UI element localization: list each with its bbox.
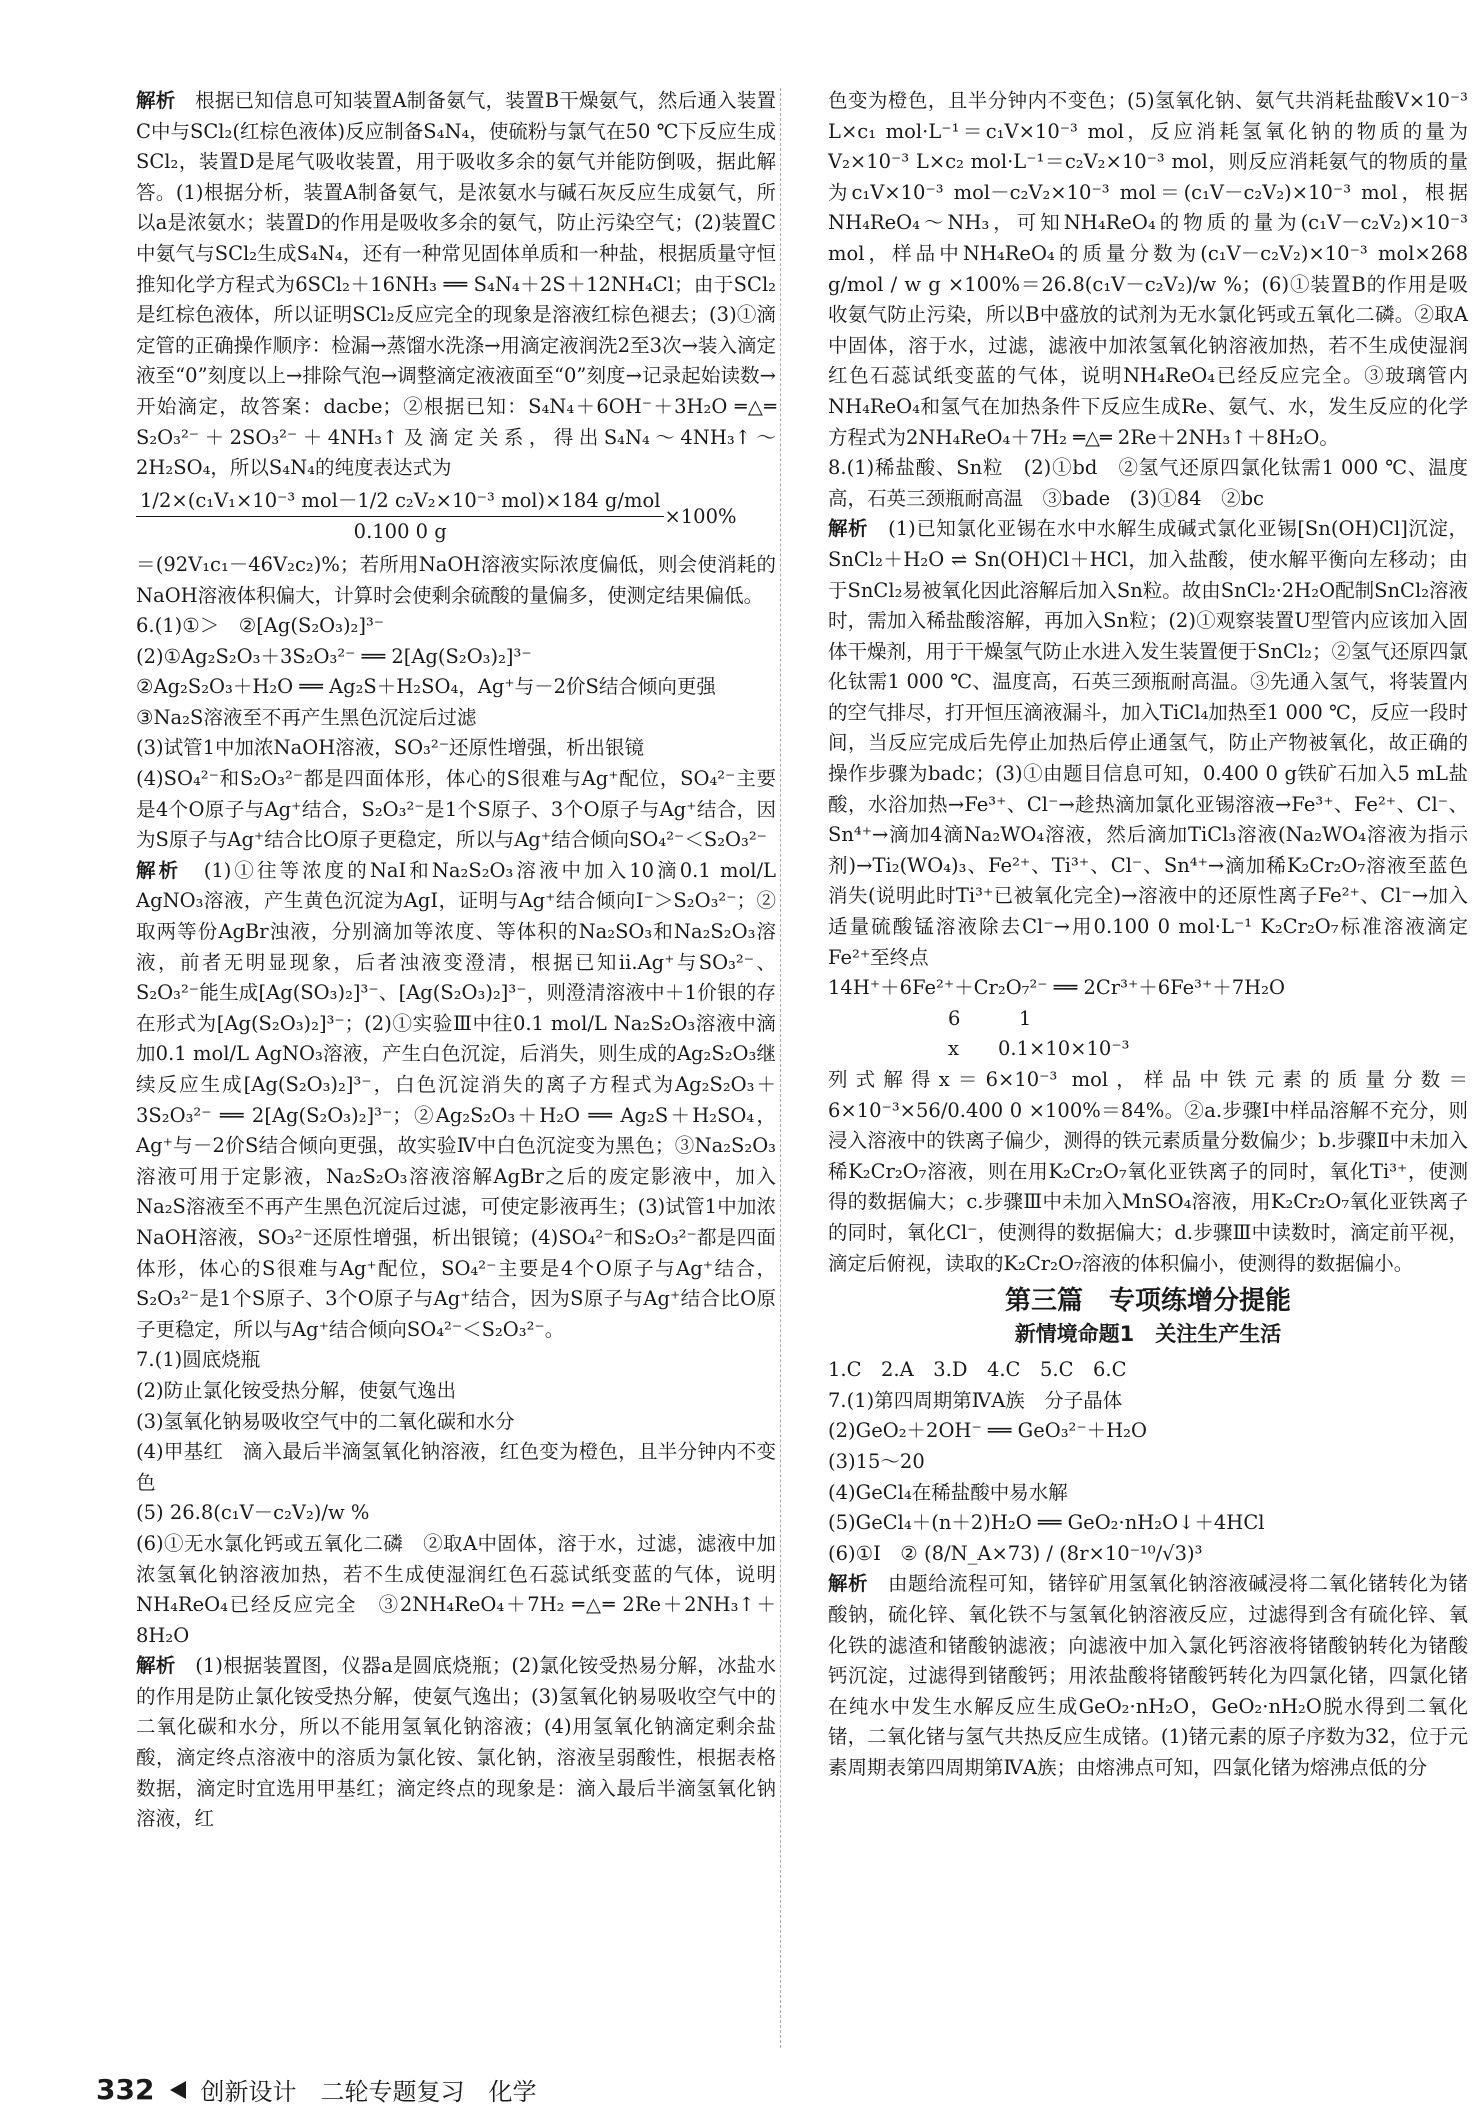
page-footer [96,2072,536,2107]
q7-line: (2)防止氯化铵受热分解，使氨气逸出 [136,1378,457,1402]
q6-analysis [136,856,776,1346]
analysis-label: 解析 [828,517,869,541]
q5-analysis-text: 根据已知信息可知装置A制备氨气，装置B干燥氨气，然后通入装置C中与SCl₂(红棕色液体)反应制备S₄N₄，使硫粉与氯气在50 ℃下反应生成SCl₂，装置D是尾气吸收装置，用于吸收多余的氨气并能防倒吸，据此解答。(1)根据分析，装置A制备氨气，是浓氨水与碱石灰反应生成氨气，所以a是浓氨水；装置D的作用是吸收多余的氨气，防止污染空气；(2)装置C中氨气与SCl₂生成S₄N₄，还有一种常见固体单质和一种盐，根据质量守恒推知化学方程式为6SCl₂＋16NH₃ ══ S₄N₄＋2S＋12NH₄Cl；由于SCl₂是红棕色液体，所以证明SCl₂反应完全的现象是溶液红棕色褪去；(3)①滴定管的正确操作顺序：检漏→蒸馏水洗涤→用滴定液润洗2至3次→装入滴定液至“0”刻度以上→排除气泡→调整滴定液液面至“0”刻度→记录起始读数→开始滴定，故答案：dacbe；②根据已知：S₄N₄＋6OH⁻＋3H₂O ═△═ S₂O₃²⁻＋2SO₃²⁻＋4NH₃↑及滴定关系，得出S₄N₄～4NH₃↑～2H₂SO₄，所以S₄N₄的纯度表达式为 [136,89,776,480]
equation-unknown: x 0.1×10×10⁻³ [948,1037,1130,1061]
q6-line: (2)①Ag₂S₂O₃＋3S₂O₃²⁻ ══ 2[Ag(S₂O₃)₂]³⁻ [136,644,532,668]
q7b-line: (2)GeO₂＋2OH⁻ ══ GeO₃²⁻＋H₂O [828,1419,1147,1443]
multiple-choice-answers: 1.C 2.A 3.D 4.C 5.C 6.C [828,1358,1127,1382]
q7-line: (5) 26.8(c₁V－c₂V₂)/w % [136,1501,370,1525]
q6-line: (4)SO₄²⁻和S₂O₃²⁻都是四面体形，体心的S很难与Ag⁺配位，SO₄²⁻主要是4个O原子与Ag⁺结合，S₂O₃²⁻是1个S原子、3个O原子与Ag⁺结合，因为S原子与Ag⁺结合比O原子更稳定，所以与Ag⁺结合倾向SO₄²⁻＜S₂O₃²⁻ [136,767,776,852]
q7b-analysis-text: 由题给流程可知，锗锌矿用氢氧化钠溶液碱浸将二氧化锗转化为锗酸钠，硫化锌、氧化铁不与氢氧化钠溶液反应，过滤得到含有硫化锌、氧化铁的滤渣和锗酸钠滤液；向滤液中加入氯化钙溶液将锗酸钠转化为锗酸钙沉淀，过滤得到锗酸钙；用浓盐酸将锗酸钙转化为四氯化锗，四氯化锗在纯水中发生水解反应生成GeO₂·nH₂O，GeO₂·nH₂O脱水得到二氧化锗，二氧化锗与氢气共热反应生成锗。(1)锗元素的原子序数为32，位于元素周期表第四周期第ⅣA族；由熔沸点可知，四氯化锗为熔沸点低的分 [828,1572,1468,1779]
analysis-label: 解析 [828,1572,869,1596]
equation-ratio: 6 1 [948,1006,1032,1030]
q6-line: (3)试管1中加浓NaOH溶液，SO₃²⁻还原性增强，析出银镜 [136,736,644,760]
arrow-left-icon [170,2081,186,2099]
formula-denominator: 0.100 0 g [353,520,447,544]
formula-tail: ×100% [664,504,737,528]
q8-tail: 列式解得x＝6×10⁻³ mol，样品中铁元素的质量分数＝6×10⁻³×56/0.400 0 ×100%＝84%。②a.步骤Ⅰ中样品溶解不充分，则浸入溶液中的铁离子偏少，测得的铁元素质量分数偏少；b.步骤Ⅱ中未加入稀K₂Cr₂O₇溶液，则在用K₂Cr₂O₇氧化亚铁离子的同时，氧化Ti³⁺，使测得的数据偏大；c.步骤Ⅲ中未加入MnSO₄溶液，用K₂Cr₂O₇氧化亚铁离子的同时，氧化Cl⁻，使测得的数据偏大；d.步骤Ⅲ中读数时，滴定前平视，滴定后俯视，读取的K₂Cr₂O₇溶液的体积偏小，使测得的数据偏小。 [828,1068,1468,1275]
q7b-line: (5)GeCl₄＋(n＋2)H₂O ══ GeO₂·nH₂O↓＋4HCl [828,1511,1265,1535]
q6-line: 6.(1)①＞ ②[Ag(S₂O₃)₂]³⁻ [136,614,385,638]
section-title: 第三篇 专项练增分提能 [1004,1286,1291,1317]
q6-line: ③Na₂S溶液至不再产生黑色沉淀后过滤 [136,705,477,729]
q6-line: ②Ag₂S₂O₃＋H₂O ══ Ag₂S＋H₂SO₄，Ag⁺与－2价S结合倾向更强 [136,675,716,699]
q7-line: 7.(1)圆底烧瓶 [136,1348,261,1372]
q7-line: (6)①无水氯化钙或五氧化二磷 ②取A中固体，溶于水，过滤，滤液中加浓氢氧化钠溶液加热，若不生成使湿润红色石蕊试纸变蓝的气体，说明NH₄ReO₄已经反应完全 ③2NH₄ReO₄＋7H₂ ═△═ 2Re＋2NH₃↑＋8H₂O [136,1531,776,1647]
q7b-line: 7.(1)第四周期第ⅣA族 分子晶体 [828,1388,1123,1412]
analysis-label: 解析 [136,89,176,112]
q6-analysis-text: (1)①往等浓度的NaI和Na₂S₂O₃溶液中加入10滴0.1 mol/L AgNO₃溶液，产生黄色沉淀为AgI，证明与Ag⁺结合倾向I⁻＞S₂O₃²⁻；②取两等份AgBr浊液，分别滴加等浓度、等体积的Na₂SO₃和Na₂S₂O₃溶液，前者无明显现象，后者浊液变澄清，根据已知ii.Ag⁺与SO₃²⁻、S₂O₃²⁻能生成[Ag(SO₃)₂]³⁻、[Ag(S₂O₃)₂]³⁻，则澄清溶液中＋1价银的存在形式为[Ag(S₂O₃)₂]³⁻；(2)①实验Ⅲ中往0.1 mol/L Na₂S₂O₃溶液中滴加0.1 mol/L AgNO₃溶液，产生白色沉淀，后消失，则生成的Ag₂S₂O₃继续反应生成[Ag(S₂O₃)₂]³⁻，白色沉淀消失的离子方程式为Ag₂S₂O₃＋3S₂O₃²⁻ ══ 2[Ag(S₂O₃)₂]³⁻；②Ag₂S₂O₃＋H₂O ══ Ag₂S＋H₂SO₄，Ag⁺与－2价S结合倾向更强，故实验Ⅳ中白色沉淀变为黑色；③Na₂S₂O₃溶液可用于定影液，Na₂S₂O₃溶液溶解AgBr之后的废定影液中，加入Na₂S溶液至不再产生黑色沉淀后过滤，可使定影液再生；(3)试管1中加浓NaOH溶液，SO₃²⁻还原性增强，析出银镜；(4)SO₄²⁻和S₂O₃²⁻都是四面体形，体心的S很难与Ag⁺配位，SO₄²⁻主要是4个O原子与Ag⁺结合，S₂O₃²⁻是1个S原子、3个O原子与Ag⁺结合，因为S原子与Ag⁺结合比O原子更稳定，所以与Ag⁺结合倾向SO₄²⁻＜S₂O₃²⁻。 [136,858,776,1341]
q8-analysis [828,514,1468,973]
q7b-line: (4)GeCl₄在稀盐酸中易水解 [828,1480,1068,1504]
column-divider [780,88,781,2048]
left-column [136,86,776,1835]
formula-numerator: 1/2×(c₁V₁×10⁻³ mol－1/2 c₂V₂×10⁻³ mol)×184 g/mol [136,486,664,518]
q7b-line: (6)①I ② (8/N_A×73) / (8r×10⁻¹⁰/√3)³ [828,1541,1203,1565]
q7b-line: (3)15～20 [828,1449,925,1473]
book-title: 创新设计 二轮专题复习 化学 [200,2078,537,2106]
q5-analysis [136,86,776,484]
titration-equation: 14H⁺＋6Fe²⁺＋Cr₂O₇²⁻ ══ 2Cr³⁺＋6Fe³⁺＋7H₂O [828,976,1285,1000]
analysis-label: 解析 [136,858,182,882]
q7-line: (3)氢氧化钠易吸收空气中的二氧化碳和水分 [136,1409,515,1433]
q7-line: (4)甲基红 滴入最后半滴氢氧化钠溶液，红色变为橙色，且半分钟内不变色 [136,1440,776,1494]
q7b-analysis [828,1569,1468,1783]
right-column [828,86,1468,1783]
section-subtitle: 新情境命题1 关注生产生活 [1014,1322,1282,1347]
purity-formula [136,486,776,548]
q7-analysis-continued: 色变为橙色，且半分钟内不变色；(5)氢氧化钠、氨气共消耗盐酸V×10⁻³ L×c₁ mol·L⁻¹＝c₁V×10⁻³ mol，反应消耗氢氧化钠的物质的量为V₂×10⁻³ L×c₂ mol·L⁻¹＝c₂V₂×10⁻³ mol，则反应消耗氨气的物质的量为c₁V×10⁻³ mol－c₂V₂×10⁻³ mol＝(c₁V－c₂V₂)×10⁻³ mol，根据NH₄ReO₄～NH₃，可知NH₄ReO₄的物质的量为(c₁V－c₂V₂)×10⁻³ mol，样品中NH₄ReO₄的质量分数为(c₁V－c₂V₂)×10⁻³ mol×268 g/mol / w g ×100%＝26.8(c₁V－c₂V₂)/w %；(6)①装置B的作用是吸收氨气防止污染，所以B中盛放的试剂为无水氯化钙或五氧化二磷。②取A中固体，溶于水，过滤，滤液中加浓氢氧化钠溶液加热，若不生成使湿润红色石蕊试纸变蓝的气体，说明NH₄ReO₄已经反应完全。③玻璃管内NH₄ReO₄和氢气在加热条件下反应生成Re、氨气、水，发生反应的化学方程式为2NH₄ReO₄＋7H₂ ═△═ 2Re＋2NH₃↑＋8H₂O。 [828,89,1468,449]
analysis-label: 解析 [136,1654,176,1678]
q7-analysis-text: (1)根据装置图，仪器a是圆底烧瓶；(2)氯化铵受热易分解，冰盐水的作用是防止氯化铵受热分解，使氨气逸出；(3)氢氧化钠易吸收空气中的二氧化碳和水分，所以不能用氢氧化钠溶液；(4)用氢氧化钠滴定剩余盐酸，滴定终点溶液中的溶质为氯化铵、氯化钠，溶液呈弱酸性，根据表格数据，滴定时宜选用甲基红；滴定终点的现象是：滴入最后半滴氢氧化钠溶液，红 [136,1654,776,1831]
q8-analysis-text: (1)已知氯化亚锡在水中水解生成碱式氯化亚锡[Sn(OH)Cl]沉淀，SnCl₂＋H₂O ⇌ Sn(OH)Cl＋HCl，加入盐酸，使水解平衡向左移动；由于SnCl₂易被氧化因此溶解后加入Sn粒。故由SnCl₂·2H₂O配制SnCl₂溶液时，需加入稀盐酸溶解，再加入Sn粒；(2)①观察装置U型管内应该加入固体干燥剂，用于干燥氢气防止水进入发生装置便于SnCl₂；②氢气还原四氯化钛需1 000 ℃、温度高，石英三颈瓶耐高温。③先通入氢气，将装置内的空气排尽，打开恒压滴液漏斗，加入TiCl₄加热至1 000 ℃，反应一段时间，当反应完成后先停止加热后停止通氢气，防止产物被氧化，故正确的操作步骤为badc；(3)①由题目信息可知，0.400 0 g铁矿石加入5 mL盐酸，水浴加热→Fe³⁺、Cl⁻→趁热滴加氯化亚锡溶液→Fe³⁺、Fe²⁺、Cl⁻、Sn⁴⁺→滴加4滴Na₂WO₄溶液，然后滴加TiCl₃溶液(Na₂WO₄溶液为指示剂)→Ti₂(WO₄)₃、Fe²⁺、Ti³⁺、Cl⁻、Sn⁴⁺→滴加稀K₂Cr₂O₇溶液至蓝色消失(说明此时Ti³⁺已被氧化完全)→溶液中的还原性离子Fe²⁺、Cl⁻→加入适量硫酸锰溶液除去Cl⁻→用0.100 0 mol·L⁻¹ K₂Cr₂O₇标准溶液滴定Fe²⁺至终点 [828,517,1469,969]
q8-answer: 8.(1)稀盐酸、Sn粒 (2)①bd ②氢气还原四氯化钛需1 000 ℃、温度高，石英三颈瓶耐高温 ③bade (3)①84 ②bc [828,456,1468,510]
q5-tail: ＝(92V₁c₁－46V₂c₂)%；若所用NaOH溶液实际浓度偏低，则会使消耗的NaOH溶液体积偏大，计算时会使剩余硫酸的量偏多，使测定结果偏低。 [136,552,776,607]
q7-analysis [136,1651,776,1835]
page-number: 332 [96,2073,155,2106]
